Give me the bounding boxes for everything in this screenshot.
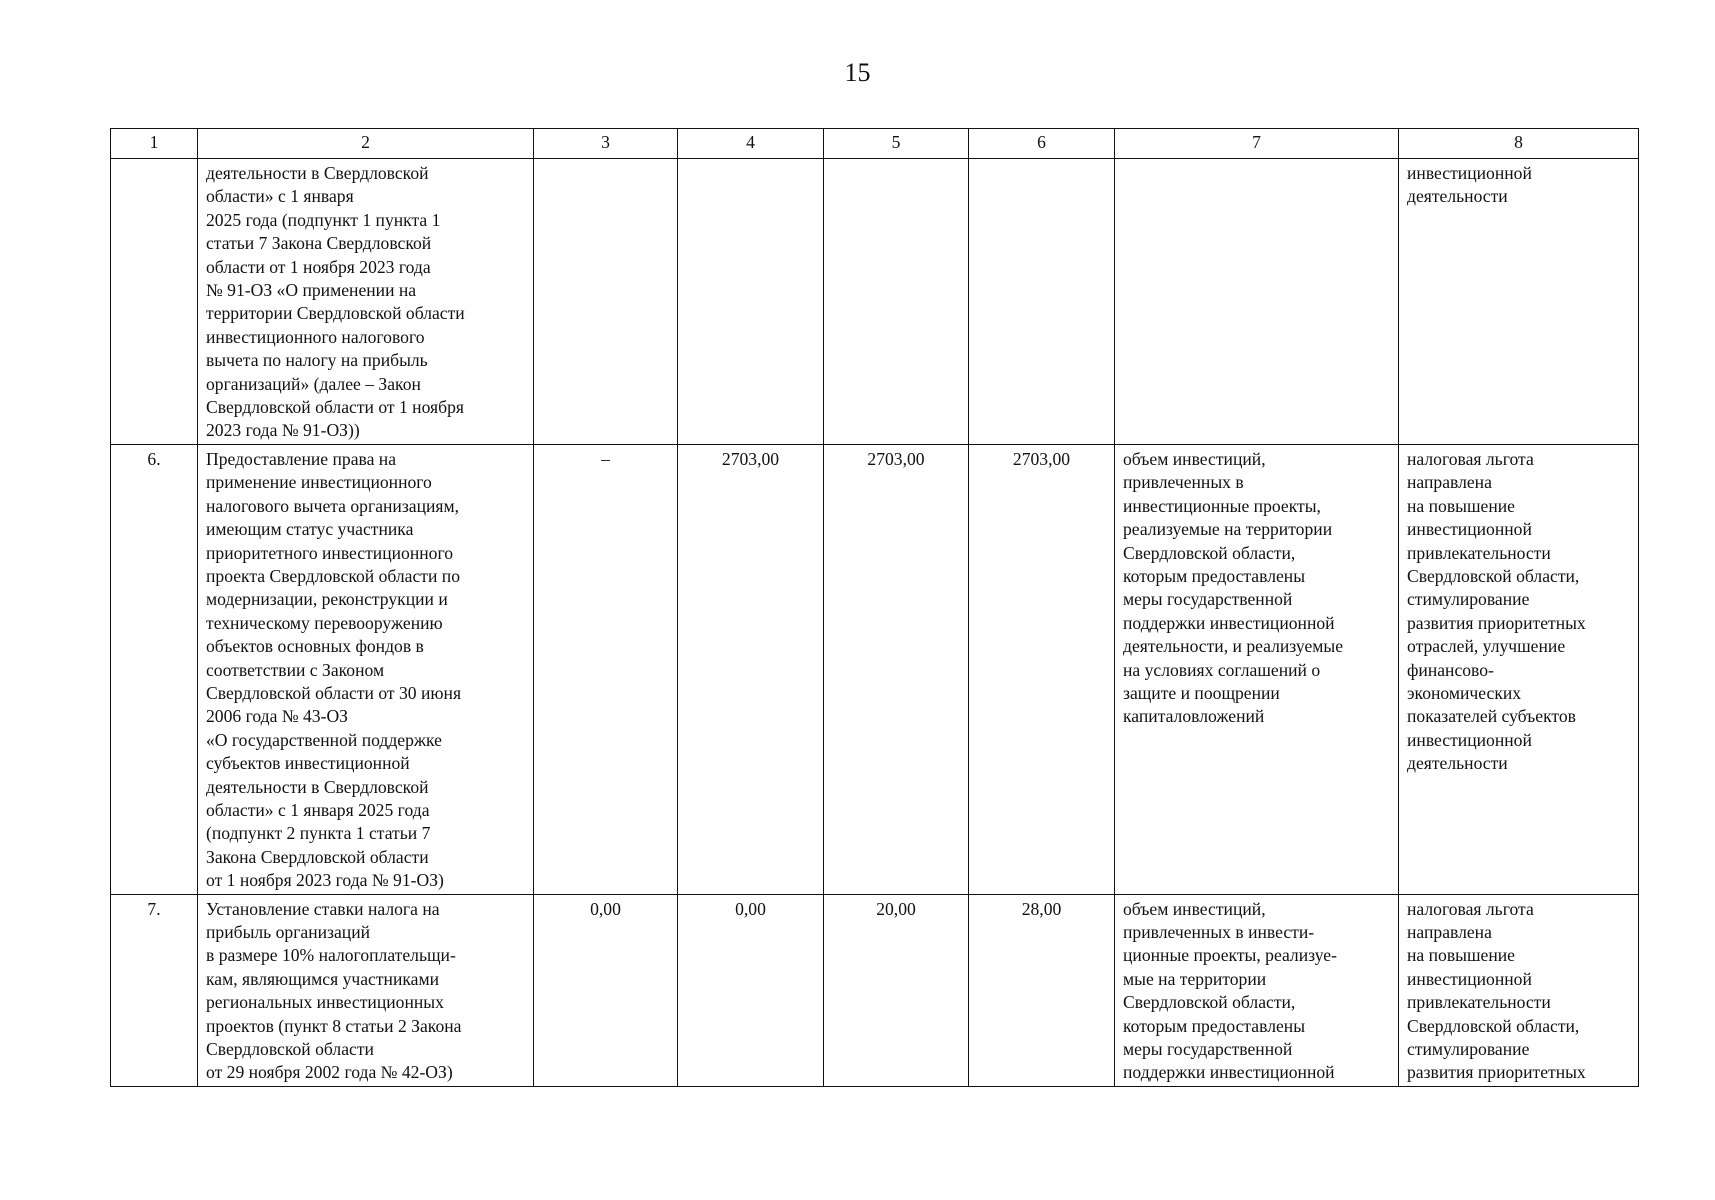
row-number: 7.	[111, 894, 198, 1086]
tax-benefits-table	[110, 128, 1639, 1087]
effectiveness-indicator	[1115, 159, 1399, 445]
value-col-3	[534, 159, 678, 445]
column-header-3: 3	[534, 129, 678, 159]
value-col-4: 2703,00	[678, 444, 824, 894]
value-col-6	[969, 159, 1115, 445]
benefit-description: Предоставление права на применение инвестиционного налогового вычета организациям, имеющим статус участника приоритетного инвестиционного проекта Свердловской области по модернизации, реконструкции и техническому перевооружению объектов основных фондов в соответствии с Законом Свердловской области от 30 июня 2006 года № 43-ОЗ «О государственной поддержке субъектов инвестиционной деятельности в Свердловской области» с 1 января 2025 года (подпункт 2 пункта 1 статьи 7 Закона Свердловской области от 1 ноября 2023 года № 91-ОЗ)	[198, 444, 534, 894]
effectiveness-indicator: объем инвестиций, привлеченных в инвести- ционные проекты, реализуе- мые на территории Свердловской области, которым предоставлены меры государственной поддержки инвестиционной	[1115, 894, 1399, 1086]
column-header-2: 2	[198, 129, 534, 159]
row-number: 6.	[111, 444, 198, 894]
value-col-4: 0,00	[678, 894, 824, 1086]
header-row	[111, 129, 1639, 159]
value-col-3: –	[534, 444, 678, 894]
column-header-8: 8	[1399, 129, 1639, 159]
benefit-goal: инвестиционной деятельности	[1399, 159, 1639, 445]
column-header-6: 6	[969, 129, 1115, 159]
value-col-6: 2703,00	[969, 444, 1115, 894]
page-number: 15	[844, 58, 871, 87]
value-col-6: 28,00	[969, 894, 1115, 1086]
value-col-5	[824, 159, 969, 445]
value-col-5: 2703,00	[824, 444, 969, 894]
table-row	[111, 894, 1639, 1086]
row-number	[111, 159, 198, 445]
benefit-goal: налоговая льгота направлена на повышение инвестиционной привлекательности Свердловской области, стимулирование развития приоритетных отраслей, улучшение финансово- экономических показателей субъектов инвестиционной деятельности	[1399, 444, 1639, 894]
column-header-5: 5	[824, 129, 969, 159]
table-row	[111, 159, 1639, 445]
effectiveness-indicator: объем инвестиций, привлеченных в инвестиционные проекты, реализуемые на территории Свердловской области, которым предоставлены меры государственной поддержки инвестиционной деятельности, и реализуемые на условиях соглашений о защите и поощрении капиталовложений	[1115, 444, 1399, 894]
table-row	[111, 444, 1639, 894]
value-col-3: 0,00	[534, 894, 678, 1086]
benefit-description: Установление ставки налога на прибыль организаций в размере 10% налогоплательщи- кам, являющимся участниками региональных инвестиционных проектов (пункт 8 статьи 2 Закона Свердловской области от 29 ноября 2002 года № 42-ОЗ)	[198, 894, 534, 1086]
value-col-5: 20,00	[824, 894, 969, 1086]
column-header-4: 4	[678, 129, 824, 159]
value-col-4	[678, 159, 824, 445]
benefit-description: деятельности в Свердловской области» с 1 января 2025 года (подпункт 1 пункта 1 статьи 7 Закона Свердловской области от 1 ноября 2023 года № 91-ОЗ «О применении на территории Свердловской области инвестиционного налогового вычета по налогу на прибыль организаций» (далее – Закон Свердловской области от 1 ноября 2023 года № 91-ОЗ))	[198, 159, 534, 445]
column-header-1: 1	[111, 129, 198, 159]
benefit-goal: налоговая льгота направлена на повышение инвестиционной привлекательности Свердловской области, стимулирование развития приоритетных	[1399, 894, 1639, 1086]
column-header-7: 7	[1115, 129, 1399, 159]
